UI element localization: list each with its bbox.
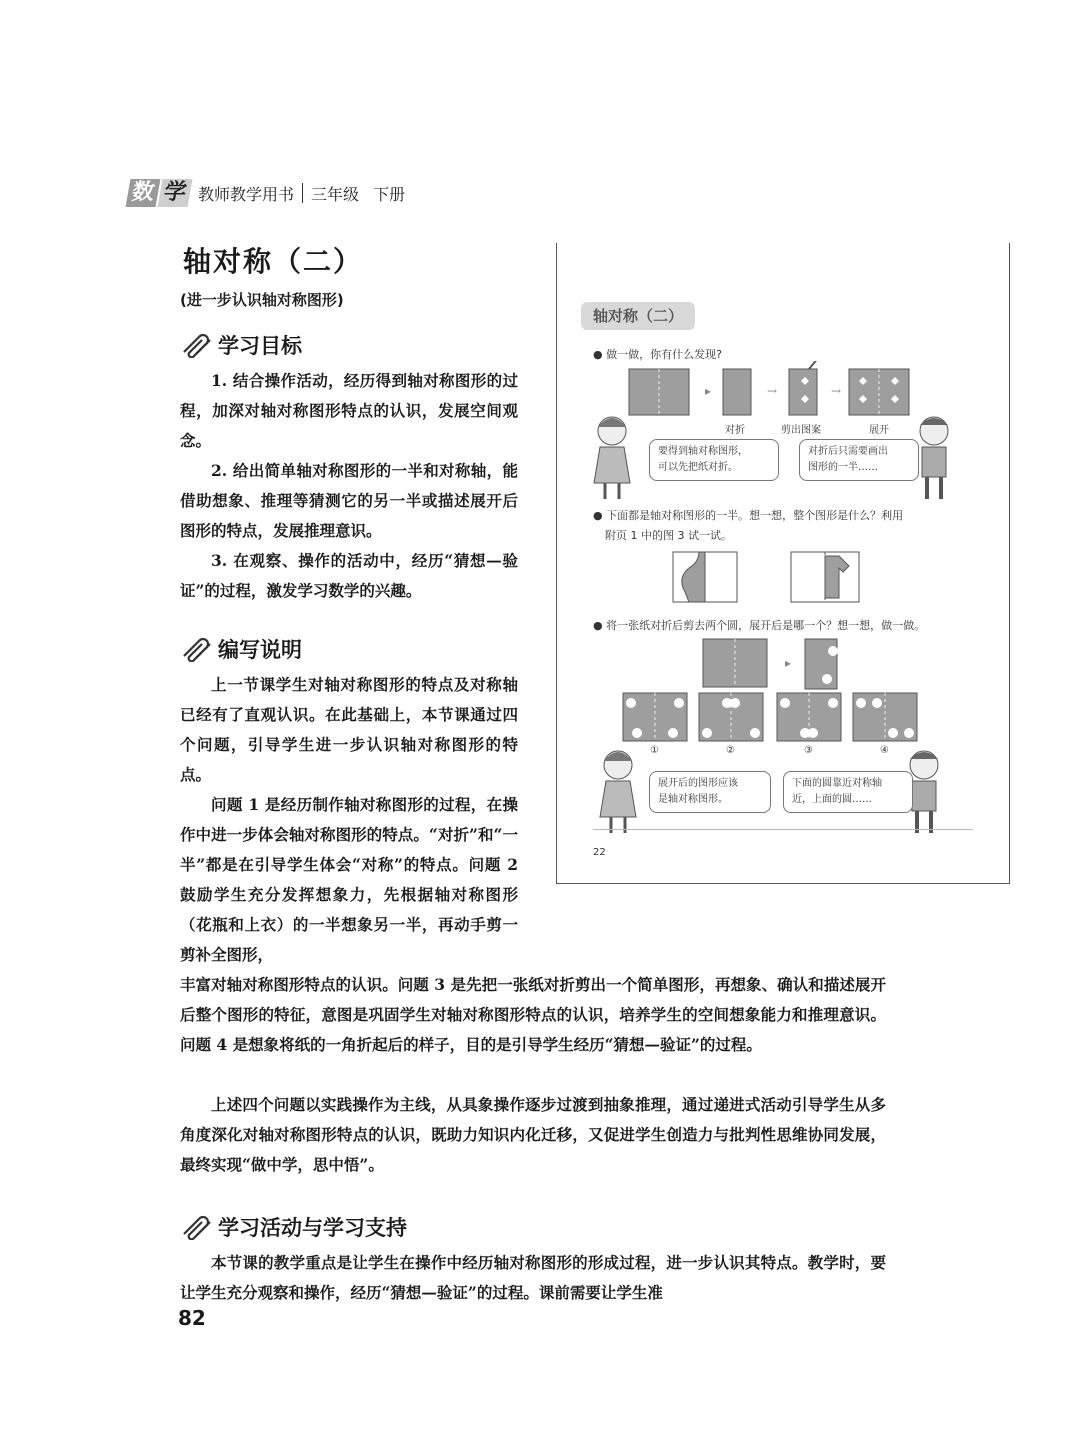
book-name: 教师教学用书 (198, 184, 295, 204)
goal-item-2: 2. 给出简单轴对称图形的一半和对称轴，能借助想象、推理等猜测它的另一半或描述展开后图形的特点，发展推理意识。 (180, 461, 518, 540)
notes-paragraph-1: 上一节课学生对轴对称图形的特点及对称轴已经有了直观认识。在此基础上，本节课通过四个问题，引导学生进一步认识轴对称图形的特点。 (180, 675, 518, 784)
section-heading-activities: 学习活动与学习支持 (180, 1212, 407, 1242)
girl-character-2 (593, 745, 643, 835)
svg-text:→: → (767, 384, 778, 398)
paperclip-icon (180, 636, 214, 662)
header-divider (302, 183, 303, 203)
notes-paragraph-2a: 问题 1 是经历制作轴对称图形的过程，在操作中进一步体会轴对称图形的特点。“对折”和“一半”都是在引导学生体会“对称”的特点。问题 2 鼓励学生充分发挥想象力，先根据轴对称图形（花瓶和上衣）的一半想象另一半，再动手剪一剪补全图形， (180, 795, 518, 964)
goal-item-1: 1. 结合操作活动，经历得到轴对称图形的过程，加深对轴对称图形特点的认识，发展空间观念。 (180, 371, 518, 450)
goal-item-3: 3. 在观察、操作的活动中，经历“猜想—验证”的过程，激发学习数学的兴趣。 (180, 551, 518, 600)
notes-paragraph-3: 上述四个问题以实践操作为主线，从具象操作逐步过渡到抽象推理，通过递进式活动引导学生从多角度深化对轴对称图形特点的认识，既助力知识内化迁移，又促进学生创造力与批判性思维协同发展，最终实现“做中学，思中悟”。 (180, 1095, 886, 1174)
option-4: ④ (880, 745, 889, 756)
svg-text:▸: ▸ (705, 384, 712, 398)
section-heading-notes: 编写说明 (180, 634, 302, 664)
page-header (128, 176, 405, 210)
paperclip-icon (180, 1214, 214, 1240)
question-1: ● 做一做，你有什么发现? (593, 348, 722, 361)
option-3: ③ (804, 745, 813, 756)
math-logo: 数 学 (128, 179, 190, 207)
lesson-title: 轴对称（二） (183, 245, 364, 278)
textbook-excerpt (556, 243, 1010, 884)
girl-character (587, 411, 637, 501)
svg-text:→: → (831, 384, 842, 398)
cut-circles-figure (557, 633, 1009, 745)
question-3: ● 将一张纸对折后剪去两个圆，展开后是哪一个？想一想，做一做。 (593, 619, 926, 632)
option-2: ② (726, 745, 735, 756)
option-1: ① (650, 745, 659, 756)
grade-label: 三年级 (311, 184, 360, 204)
section-heading-goals: 学习目标 (180, 330, 302, 360)
textbook-footer-rule (593, 829, 973, 830)
question-2-line-1: ● 下面都是轴对称图形的一半。想一想，整个图形是什么？利用 (593, 509, 904, 522)
label-fold: 对折 (725, 425, 745, 436)
speech-bubble-3: 展开后的图形应该 是轴对称图形。 (649, 771, 771, 813)
paperclip-icon (180, 332, 214, 358)
label-unfold: 展开 (869, 425, 889, 436)
label-cut: 剪出图案 (781, 425, 821, 436)
speech-bubble-1: 要得到轴对称图形， 可以先把纸对折。 (649, 439, 779, 481)
lesson-subtitle: (进一步认识轴对称图形) (180, 291, 344, 309)
activities-paragraph-1: 本节课的教学重点是让学生在操作中经历轴对称图形的形成过程，进一步认识其特点。教学时，要让学生充分观察和操作，经历“猜想—验证”的过程。课前需要让学生准 (180, 1253, 886, 1302)
half-shapes-figure (557, 548, 1009, 606)
page-number: 82 (178, 1306, 206, 1330)
textbook-title: 轴对称（二） (581, 302, 695, 330)
svg-text:▸: ▸ (785, 656, 792, 670)
speech-bubble-2: 对折后只需要画出 图形的一半…… (799, 439, 919, 481)
speech-bubble-4: 下面的圆靠近对称轴 近，上面的圆…… (783, 771, 913, 813)
question-2-line-2: 附页 1 中的图 3 试一试。 (605, 529, 732, 542)
volume-label: 下册 (373, 184, 406, 204)
textbook-page-number: 22 (593, 847, 606, 858)
notes-paragraph-2b: 丰富对轴对称图形特点的认识。问题 3 是先把一张纸对折剪出一个简单图形，再想象、确认和描述展开后整个图形的特征，意图是巩固学生对轴对称图形特点的认识，培养学生的空间想象能力和推理意识。问题 4 是想象将纸的一角折起后的样子，目的是引导学生经历“猜想—验证”的过程。 (180, 975, 886, 1054)
